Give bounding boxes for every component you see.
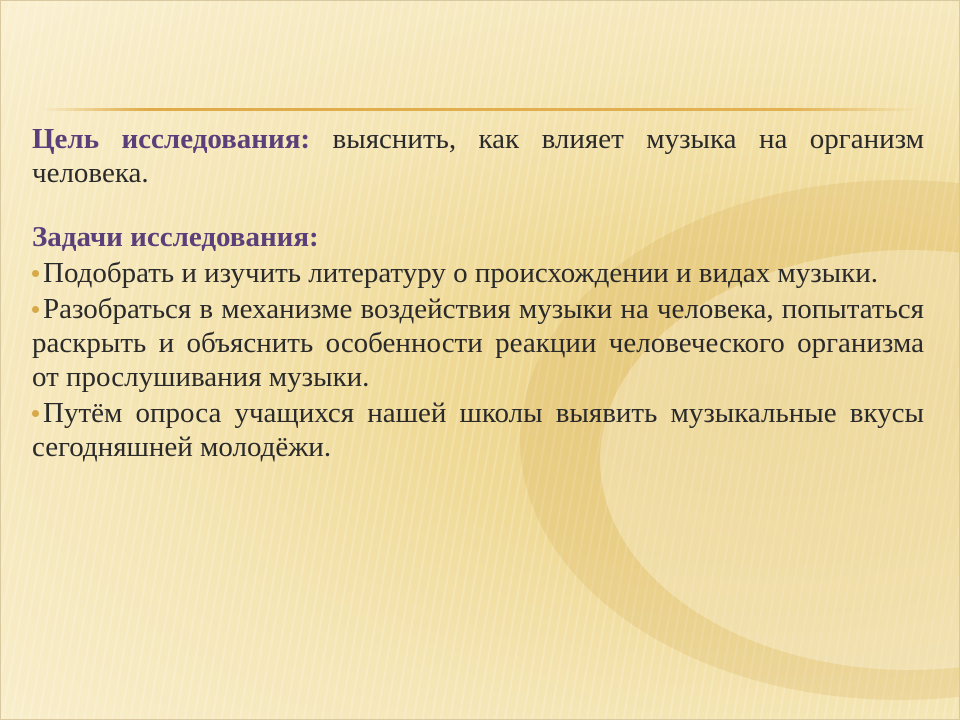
goal-text: выяснить, как влияет музыка на организм человека. (32, 123, 925, 189)
task-text: Путём опроса учащихся нашей школы выявить музыкальные вкусы сегодняшней молодёжи. (32, 397, 924, 463)
task-text: Подобрать и изучить литературу о происхождении и видах музыки. (43, 257, 879, 289)
task-text: Разобраться в механизме воздействия музыки на человека, попытаться раскрыть и объяснить особенности реакции человеческого организма от прослушивания музыки. (32, 293, 924, 393)
tasks-heading: Задачи исследования: (32, 221, 319, 253)
goal-label: Цель исследования: (32, 123, 311, 155)
